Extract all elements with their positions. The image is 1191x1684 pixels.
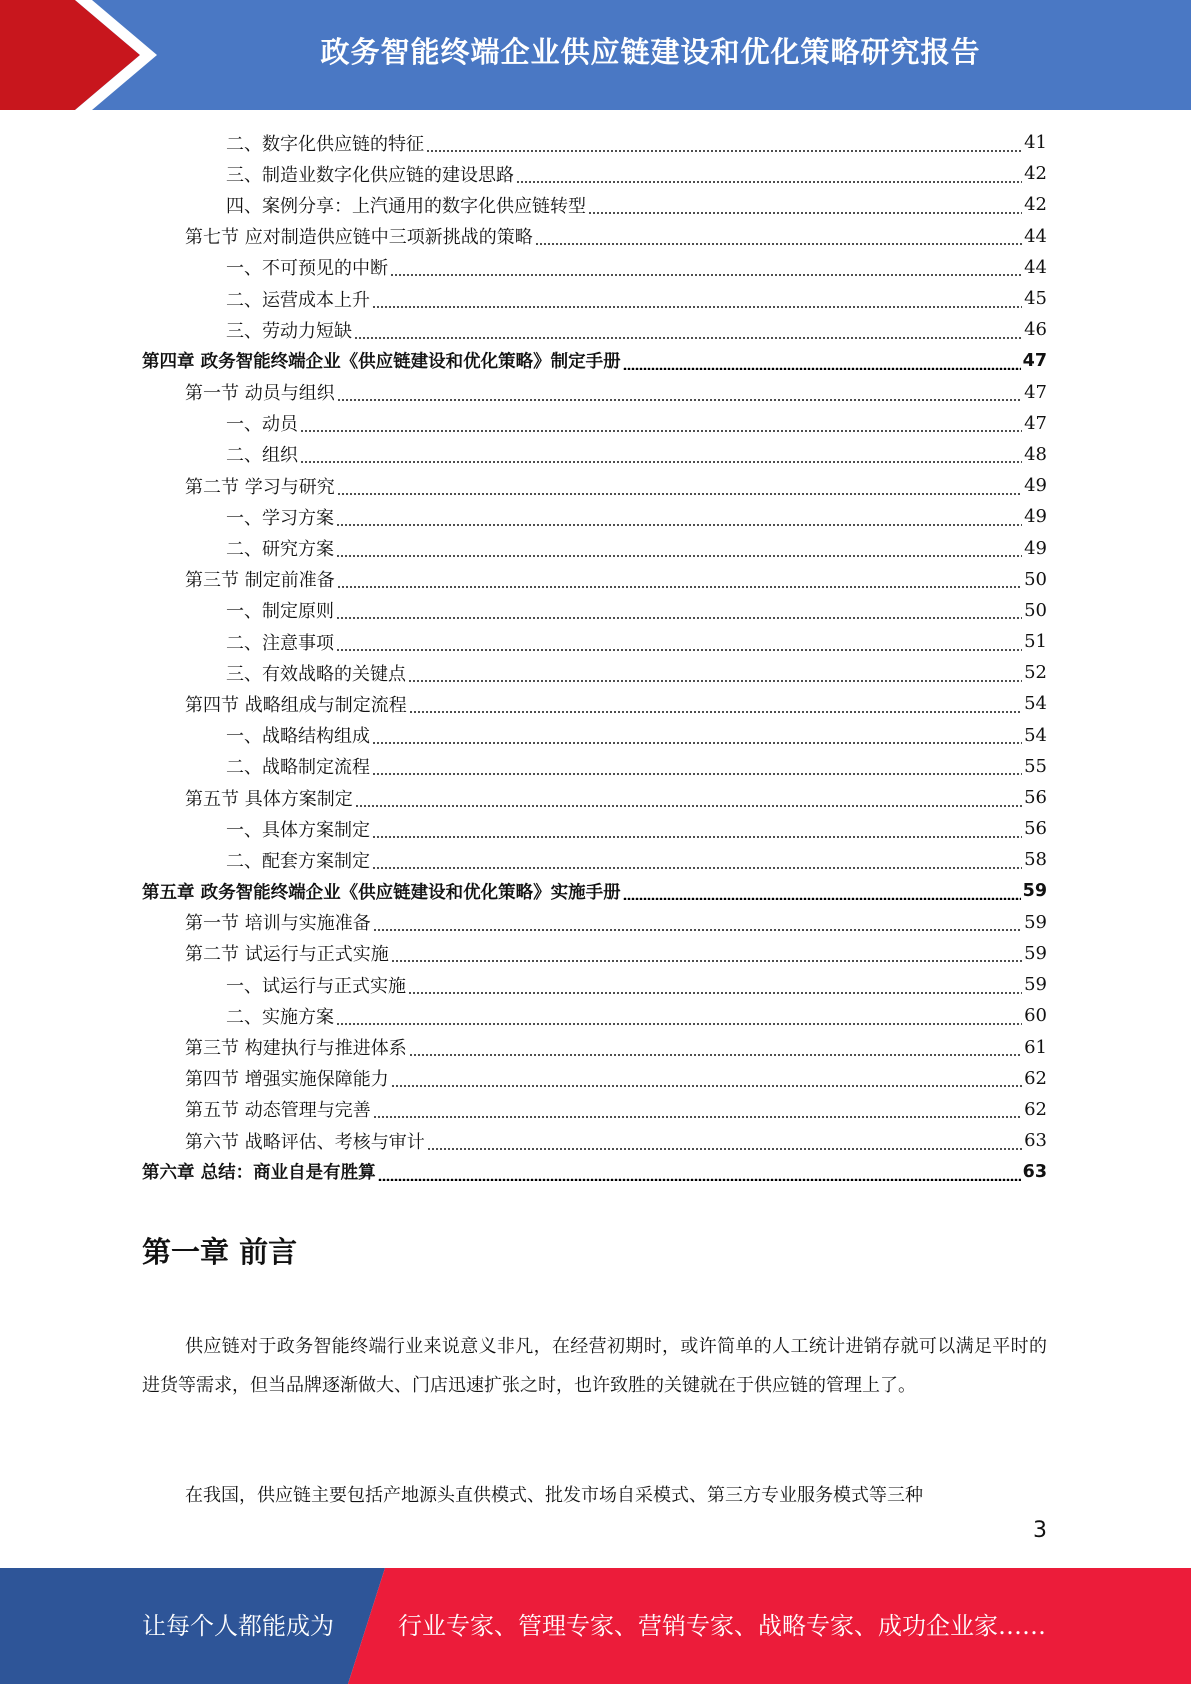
toc-entry-page: 54: [1024, 693, 1047, 715]
toc-entry[interactable]: [142, 158, 1047, 189]
toc-entry-page: 52: [1024, 662, 1047, 684]
toc-dot-leader: [354, 321, 1022, 339]
toc-entry[interactable]: [142, 657, 1047, 688]
toc-entry-page: 54: [1024, 724, 1047, 746]
toc-entry-page: 59: [1024, 942, 1047, 964]
toc-entry-label: 三、劳动力短缺: [226, 320, 352, 342]
toc-entry[interactable]: [142, 938, 1047, 969]
toc-dot-leader: [337, 477, 1022, 495]
toc-dot-leader: [588, 196, 1022, 214]
toc-entry[interactable]: [142, 252, 1047, 283]
toc-dot-leader: [408, 976, 1022, 994]
toc-entry-page: 62: [1024, 1098, 1047, 1120]
toc-dot-leader: [337, 570, 1022, 588]
toc-entry[interactable]: [142, 470, 1047, 501]
toc-dot-leader: [336, 1007, 1022, 1025]
toc-entry-label: 二、数字化供应链的特征: [226, 133, 424, 155]
toc-entry-label: 二、研究方案: [226, 539, 334, 561]
toc-entry-label: 第三节 制定前准备: [185, 570, 335, 592]
toc-entry[interactable]: [142, 189, 1047, 220]
body-paragraph-2: 在我国，供应链主要包括产地源头直供模式、批发市场自采模式、第三方专业服务模式等三种: [185, 1485, 923, 1506]
toc-entry-label: 三、制造业数字化供应链的建设思路: [226, 164, 514, 186]
toc-entry-page: 44: [1024, 225, 1047, 247]
toc-entry[interactable]: [142, 1031, 1047, 1062]
toc-dot-leader: [390, 258, 1022, 276]
toc-entry-label: 一、动员: [226, 414, 298, 436]
toc-entry[interactable]: [142, 876, 1047, 907]
toc-entry[interactable]: [142, 1125, 1047, 1156]
toc-dot-leader: [409, 695, 1022, 713]
toc-entry-label: 第二节 试运行与正式实施: [185, 944, 389, 966]
header-arrow-decoration: [0, 0, 160, 110]
toc-entry[interactable]: [142, 969, 1047, 1000]
chapter-title: 第一章 前言: [142, 1235, 298, 1269]
toc-dot-leader: [391, 944, 1022, 962]
toc-entry-page: 47: [1022, 350, 1047, 371]
toc-entry-page: 61: [1024, 1036, 1047, 1058]
toc-entry-page: 50: [1024, 568, 1047, 590]
toc-entry-page: 42: [1024, 163, 1047, 185]
header-title: 政务智能终端企业供应链建设和优化策略研究报告: [320, 35, 981, 69]
toc-entry-label: 二、组织: [226, 445, 298, 467]
toc-entry-page: 49: [1024, 506, 1047, 528]
toc-entry-page: 56: [1024, 818, 1047, 840]
toc-entry[interactable]: [142, 314, 1047, 345]
toc-dot-leader: [623, 882, 1021, 900]
toc-entry[interactable]: [142, 1094, 1047, 1125]
toc-dot-leader: [336, 539, 1022, 557]
toc-entry-label: 第四节 战略组成与制定流程: [185, 694, 407, 716]
toc-entry-label: 第七节 应对制造供应链中三项新挑战的策略: [185, 227, 533, 249]
toc-dot-leader: [372, 820, 1022, 838]
toc-entry-page: 48: [1024, 443, 1047, 465]
toc-entry-label: 第六节 战略评估、考核与审计: [185, 1131, 425, 1153]
toc-entry[interactable]: [142, 1000, 1047, 1031]
toc-entry-page: 46: [1024, 319, 1047, 341]
toc-dot-leader: [391, 1069, 1022, 1087]
toc-dot-leader: [408, 664, 1022, 682]
toc-entry[interactable]: [142, 782, 1047, 813]
toc-entry-label: 二、实施方案: [226, 1006, 334, 1028]
toc-entry[interactable]: [142, 813, 1047, 844]
toc-entry-label: 一、不可预见的中断: [226, 258, 388, 280]
toc-entry-label: 第三节 构建执行与推进体系: [185, 1038, 407, 1060]
toc-dot-leader: [427, 1132, 1022, 1150]
page-footer: [0, 1568, 1191, 1684]
toc-entry-label: 二、战略制定流程: [226, 757, 370, 779]
toc-entry[interactable]: [142, 720, 1047, 751]
toc-entry-label: 一、试运行与正式实施: [226, 975, 406, 997]
toc-entry[interactable]: [142, 377, 1047, 408]
table-of-contents: [142, 127, 1047, 1187]
toc-entry[interactable]: [142, 1063, 1047, 1094]
toc-entry-label: 四、案例分享：上汽通用的数字化供应链转型: [226, 195, 586, 217]
footer-slogan-left: 让每个人都能成为: [142, 1612, 334, 1640]
toc-entry-label: 第二节 学习与研究: [185, 476, 335, 498]
toc-entry-label: 一、学习方案: [226, 507, 334, 529]
toc-dot-leader: [535, 227, 1022, 245]
toc-entry[interactable]: [142, 221, 1047, 252]
toc-entry[interactable]: [142, 532, 1047, 563]
toc-entry-page: 63: [1022, 1161, 1047, 1182]
toc-entry-page: 47: [1024, 412, 1047, 434]
toc-entry[interactable]: [142, 501, 1047, 532]
toc-entry-label: 第五节 动态管理与完善: [185, 1100, 371, 1122]
toc-entry-label: 一、具体方案制定: [226, 819, 370, 841]
body-paragraph-1: 供应链对于政务智能终端行业来说意义非凡，在经营初期时，或许简单的人工统计进销存就可以满足平时的进货等需求，但当品牌逐渐做大、门店迅速扩张之时，也许致胜的关键就在于供应链的管理上了。: [142, 1336, 1047, 1396]
toc-entry-page: 59: [1024, 974, 1047, 996]
toc-entry-page: 56: [1024, 787, 1047, 809]
toc-entry-page: 58: [1024, 849, 1047, 871]
toc-dot-leader: [372, 726, 1022, 744]
toc-dot-leader: [337, 383, 1022, 401]
toc-entry-label: 第六章 总结：商业自是有胜算: [142, 1163, 376, 1184]
toc-entry-page: 51: [1024, 631, 1047, 653]
toc-dot-leader: [336, 508, 1022, 526]
toc-dot-leader: [378, 1163, 1021, 1181]
toc-dot-leader: [336, 633, 1022, 651]
toc-entry-page: 41: [1024, 132, 1047, 154]
toc-entry-label: 第一节 培训与实施准备: [185, 913, 371, 935]
toc-entry[interactable]: [142, 564, 1047, 595]
toc-entry-page: 42: [1024, 194, 1047, 216]
toc-entry-label: 第四章 政务智能终端企业《供应链建设和优化策略》制定手册: [142, 352, 621, 373]
toc-entry-page: 44: [1024, 256, 1047, 278]
toc-entry-label: 第五章 政务智能终端企业《供应链建设和优化策略》实施手册: [142, 882, 621, 903]
toc-entry[interactable]: [142, 408, 1047, 439]
toc-dot-leader: [372, 290, 1022, 308]
toc-entry-label: 第一节 动员与组织: [185, 383, 335, 405]
toc-dot-leader: [409, 1038, 1022, 1056]
toc-entry-label: 一、战略结构组成: [226, 726, 370, 748]
toc-entry-page: 60: [1024, 1005, 1047, 1027]
toc-entry-page: 63: [1024, 1130, 1047, 1152]
toc-entry[interactable]: [142, 595, 1047, 626]
toc-dot-leader: [372, 851, 1022, 869]
toc-entry[interactable]: [142, 907, 1047, 938]
toc-entry-page: 49: [1024, 537, 1047, 559]
toc-dot-leader: [300, 445, 1022, 463]
toc-dot-leader: [373, 913, 1022, 931]
toc-dot-leader: [426, 134, 1022, 152]
toc-entry-label: 二、配套方案制定: [226, 850, 370, 872]
toc-entry-page: 50: [1024, 599, 1047, 621]
toc-entry[interactable]: [142, 345, 1047, 376]
toc-entry[interactable]: [142, 751, 1047, 782]
toc-entry-label: 二、运营成本上升: [226, 289, 370, 311]
toc-dot-leader: [355, 789, 1022, 807]
toc-dot-leader: [623, 352, 1021, 370]
toc-entry-label: 二、注意事项: [226, 632, 334, 654]
toc-entry-page: 47: [1024, 381, 1047, 403]
page-number: 3: [1033, 1518, 1047, 1543]
toc-entry[interactable]: [142, 439, 1047, 470]
toc-entry-label: 第四节 增强实施保障能力: [185, 1069, 389, 1091]
toc-dot-leader: [373, 1100, 1022, 1118]
toc-entry-label: 三、有效战略的关键点: [226, 663, 406, 685]
toc-entry-label: 一、制定原则: [226, 601, 334, 623]
toc-entry[interactable]: [142, 688, 1047, 719]
toc-dot-leader: [336, 601, 1022, 619]
toc-dot-leader: [300, 414, 1022, 432]
toc-entry[interactable]: [142, 283, 1047, 314]
toc-entry[interactable]: [142, 844, 1047, 875]
toc-entry[interactable]: [142, 626, 1047, 657]
toc-entry-page: 62: [1024, 1067, 1047, 1089]
toc-entry[interactable]: [142, 1156, 1047, 1187]
toc-entry-page: 59: [1022, 881, 1047, 902]
toc-entry-page: 49: [1024, 475, 1047, 497]
toc-dot-leader: [516, 165, 1022, 183]
toc-entry-page: 59: [1024, 911, 1047, 933]
toc-dot-leader: [372, 757, 1022, 775]
toc-entry-label: 第五节 具体方案制定: [185, 788, 353, 810]
toc-entry-page: 55: [1024, 755, 1047, 777]
toc-entry[interactable]: [142, 127, 1047, 158]
footer-slogan-right: 行业专家、管理专家、营销专家、战略专家、成功企业家……: [398, 1612, 1046, 1640]
toc-entry-page: 45: [1024, 288, 1047, 310]
page-header: [0, 0, 1191, 110]
